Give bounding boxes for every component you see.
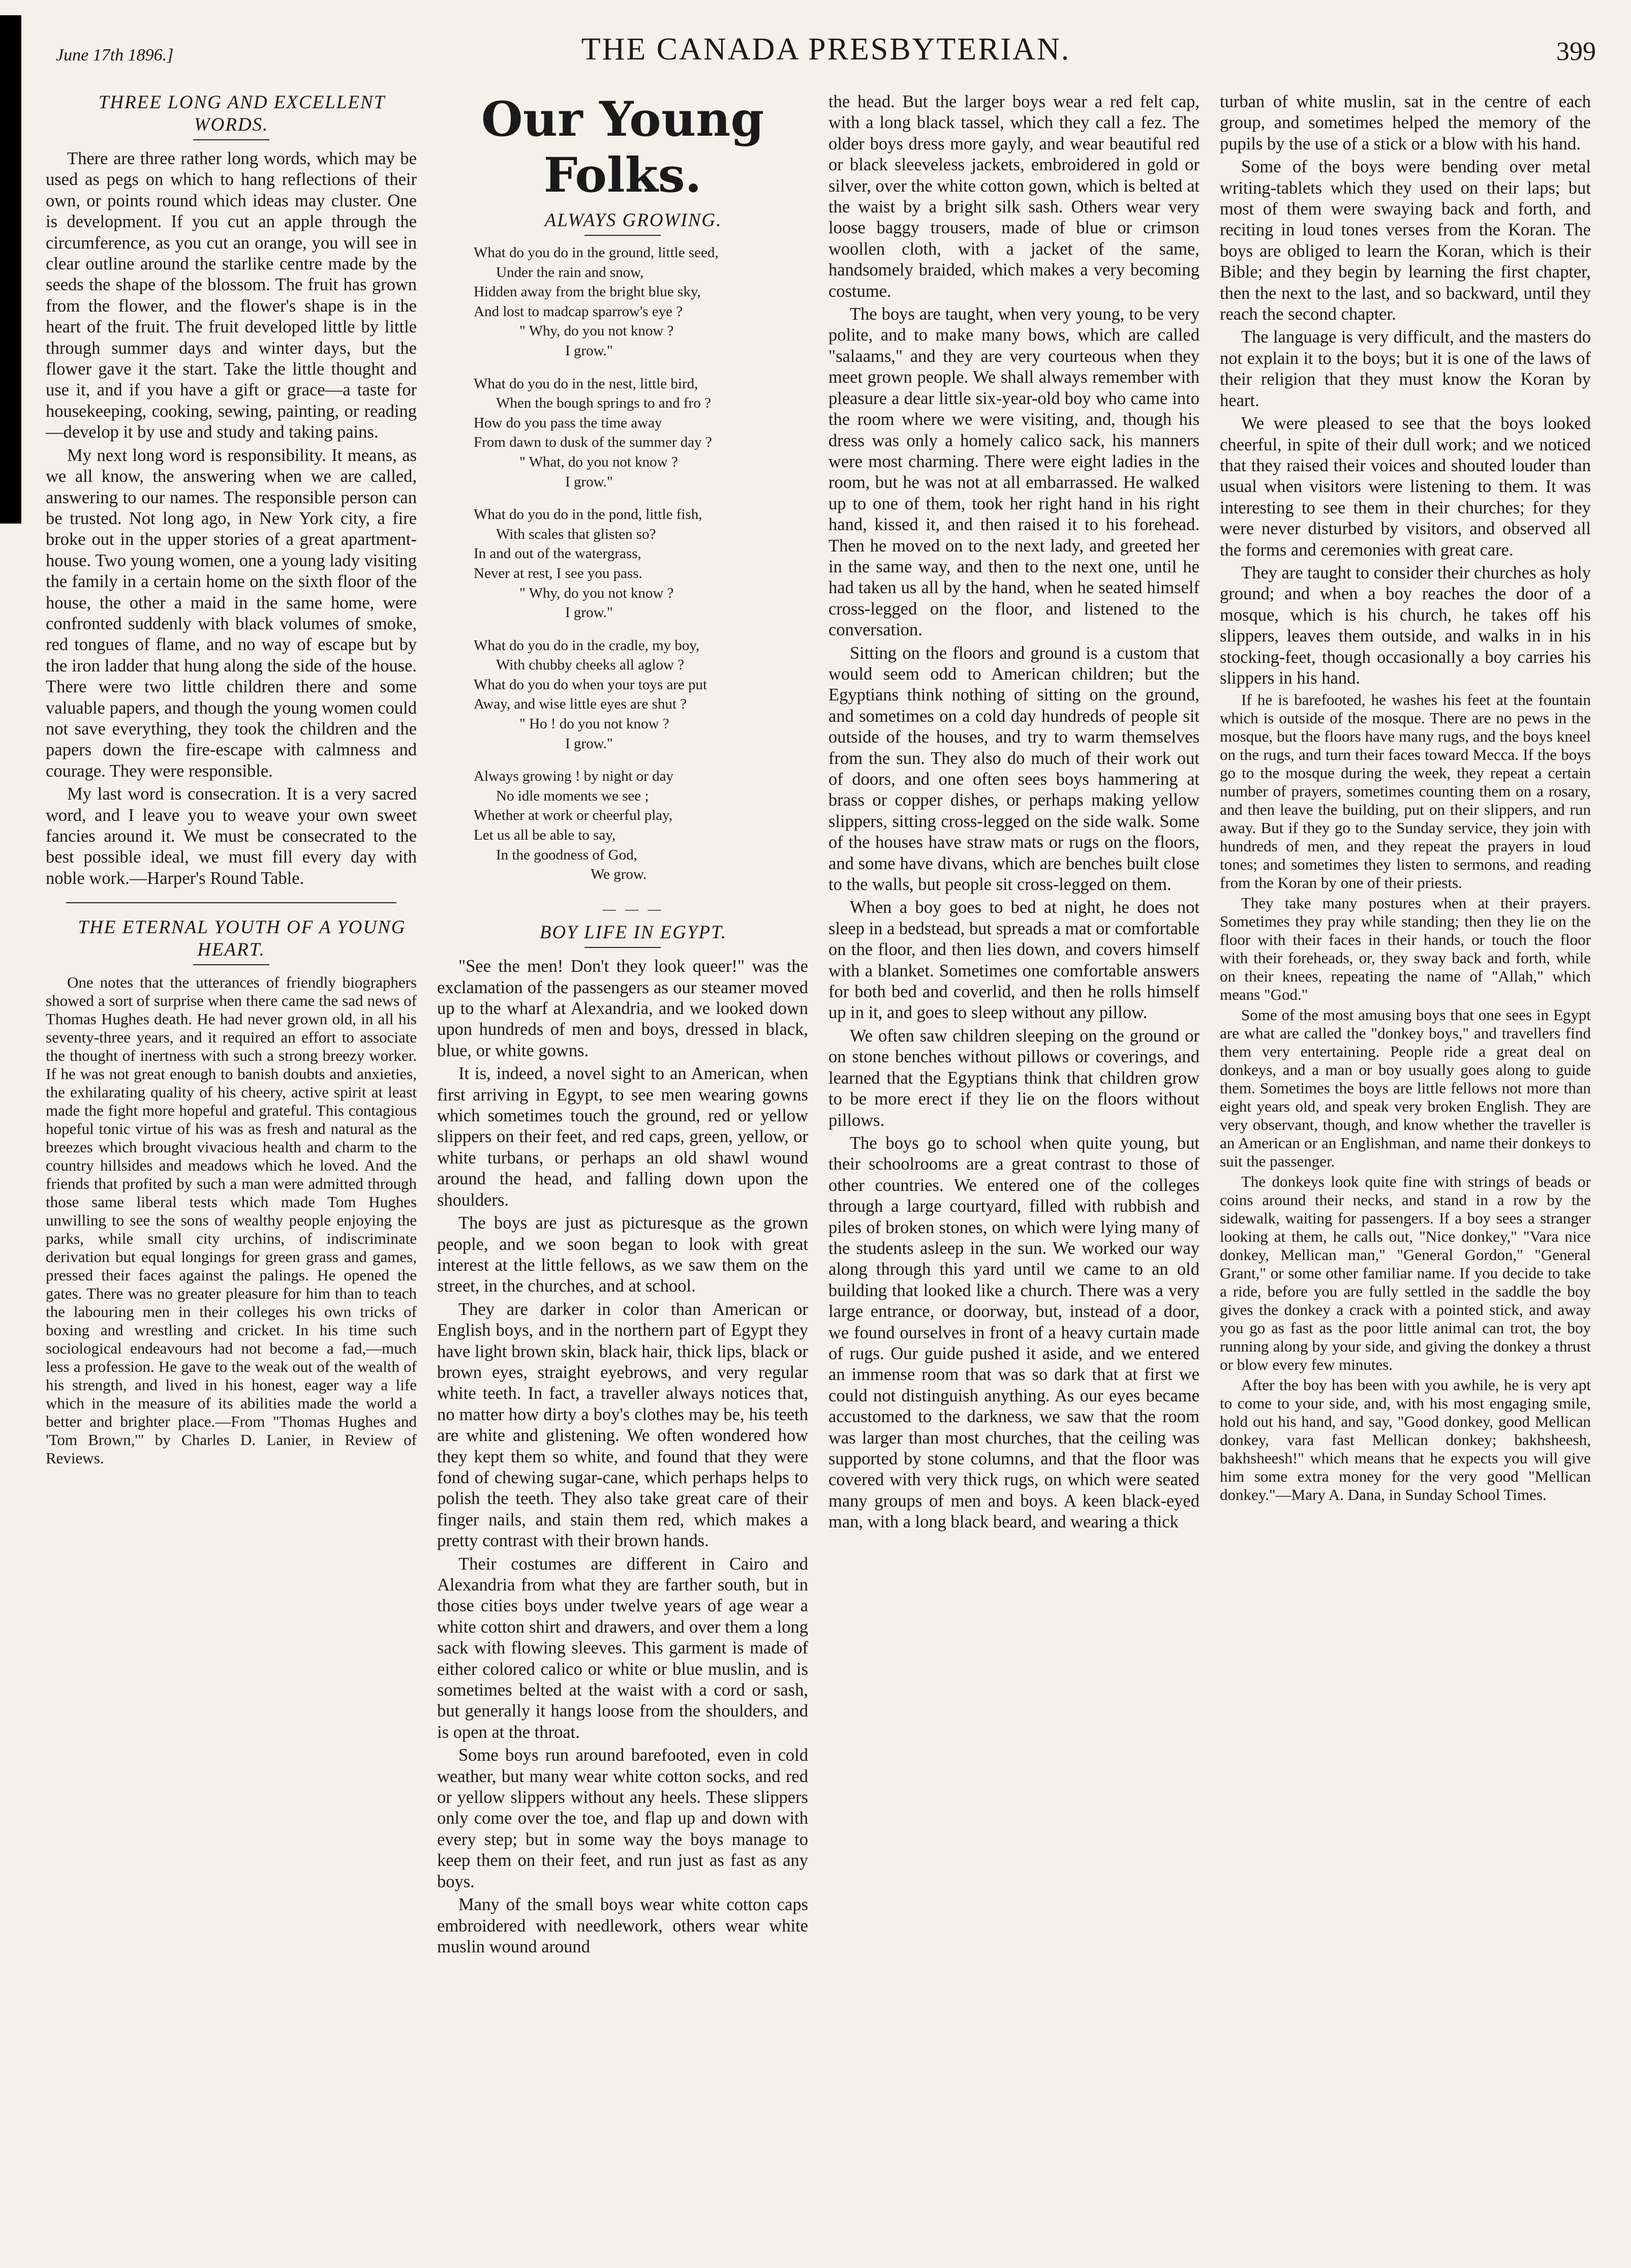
paragraph: Some of the most amusing boys that one sees in Egypt are what are called the "donkey boys," and travellers find them very entertaining. People ride a great deal on donkeys, and a man or boy usually goes along to guide them. Sometimes the boys are little fellows not more than eight years old, and speak very broken English. They are very observant, though, and know whether the traveller is an American or an Englishman, and name their donkeys to suit the passenger. [1220, 1006, 1591, 1171]
column-3 [828, 91, 1199, 1535]
divider [193, 964, 269, 965]
poem-line: What do you do in the nest, little bird, [474, 375, 698, 392]
poem-line: " Ho ! do you not know ? [519, 716, 669, 732]
paragraph: The boys go to school when quite young, but their schoolrooms are a great contrast to those of other countries. We entered one of the colleges through a large courtyard, filled with rubbish and piles of broken stones, on which were lying many of the students asleep in the sun. We worked our way along through this yard until we came to an old building that looked like a church. There was a very large entrance, or doorway, but, instead of a door, we found ourselves in front of a heavy curtain made of rugs. Our guide pushed it aside, and we entered an immense room that was so dark that at first we could not distinguish anything. As our eyes became accustomed to the darkness, we saw that the room was larger than most churches, that the ceiling was supported by stone columns, and that the floor was covered with very thick rugs, on which were seated many groups of men and boys. A keen black-eyed man, with a long black beard, and wearing a thick [828, 1133, 1199, 1532]
divider [66, 902, 396, 903]
paragraph: Many of the small boys wear white cotton caps embroidered with needlework, others wear white muslin wound around [437, 1895, 808, 1956]
poem-line: From dawn to dusk of the summer day ? [474, 434, 712, 451]
poem-line: I grow." [565, 342, 613, 359]
paragraph: We were pleased to see that the boys looked cheerful, in spite of their dull work; and we noticed that they raised their voices and shouted louder than usual when visitors were listening to them. It was interesting to see them in their churches; for they were never disturbed by visitors, and observed all the forms and ceremonies with great care. [1220, 414, 1591, 560]
page-number: 399 [1556, 37, 1596, 66]
poem-line: What do you do in the pond, little fish, [474, 506, 702, 523]
paragraph: The language is very difficult, and the masters do not explain it to the boys; but it is one of the laws of their religion that they must know the Koran by heart. [1220, 327, 1591, 410]
poem-line: Whether at work or cheerful play, [474, 807, 673, 824]
poem-stanza [452, 244, 808, 360]
paragraph: The donkeys look quite fine with strings of beads or coins around their necks, and stand in a row by the sidewalk, waiting for passengers. If a boy sees a stranger looking at them, he calls out, "Nice donkey," "Vara nice donkey, Mellican man," "General Gordon," "General Grant," or some other familiar name. If you decide to take a ride, before you are fully settled in the saddle the boy gives the donkey a crack with a pointed stick, and away you go as fast as the poor little animal can trot, the boy running along by your side, and giving the donkey a thrust or blow every few minutes. [1220, 1173, 1591, 1374]
paragraph: Some boys run around barefooted, even in cold weather, but many wear white cotton socks, and red or yellow slippers without any heels. These slippers only come over the toe, and flap up and down with every step; but in some way the boys manage to keep them on their feet, and run just as fast as any boys. [437, 1745, 808, 1891]
article-title: THE ETERNAL YOUTH OF A YOUNG HEART. [78, 917, 406, 961]
paragraph: They take many postures when at their prayers. Sometimes they pray while standing; then they lie on the floor with their faces in their hands, or touch the floor with their foreheads, or, they sway back and forth, while on their knees, repeating the name of "Allah," which means "God." [1220, 894, 1591, 1004]
poem-line: What do you do in the ground, little seed, [474, 244, 719, 261]
article-title: THREE LONG AND EXCELLENT WORDS. [98, 92, 386, 135]
paragraph: My next long word is responsibility. It means, as we all know, the answering when we are called, answering to our names. The responsible person can be trusted. Not long ago, in New York city, a fire broke out in the upper stories of a great apartment-house. Two young women, one a young lady visiting the family in a certain home on the sixth floor of the house, the other a maid in the same home, were confronted suddenly with black volumes of smoke, red tongues of flame, and no way of escape but by the iron ladder that hung along the side of the house. There were two little children there and some valuable papers, and though the young women could not save everything, they took the children and the papers down the fire-escape with calmness and courage. They were responsible. [46, 445, 417, 781]
poem-stanza [452, 375, 808, 491]
paragraph: the head. But the larger boys wear a red felt cap, with a long black tassel, which they call a fez. The older boys dress more gayly, and wear beautiful red or black sleeveless jackets, embroidered in gold or silver, over the white cotton gown, which is belted at the waist by a bright silk sash. Others wear very loose baggy trousers, made of blue or crimson woollen cloth, with a jacket of the same, handsomely braided, which makes a very becoming costume. [828, 92, 1199, 301]
poem-title: ALWAYS GROWING. [544, 210, 722, 231]
paragraph: They are taught to consider their churches as holy ground; and when a boy reaches the door of a mosque, which is his church, he takes off his slippers, leaves them outside, and walks in in his stocking-feet, though occasionally a boy carries his slippers in his hand. [1220, 563, 1591, 688]
divider [584, 947, 661, 948]
paragraph: They are darker in color than American or English boys, and in the northern part of Egypt they have light brown skin, black hair, thick lips, black or brown eyes, straight eyebrows, and very regular white teeth. In fact, a traveller always notices that, no matter how dirty a boy's clothes may be, his teeth are white and glistening. We often wondered how they kept them so white, and found that they were fond of chewing sugar-cane, which perhaps helps to polish the teeth. They also take great care of their finger nails, and stain them red, which makes a pretty contrast with their brown hands. [437, 1299, 808, 1551]
paragraph: When a boy goes to bed at night, he does not sleep in a bedstead, but spreads a mat or comfortable on the floor, and then lies down, and covers himself with a blanket. Sometimes one comfortable answers for both bed and coverlid, and then he rolls himself up in it, and goes to sleep without any pillow. [828, 898, 1199, 1023]
poem-line: " What, do you not know ? [519, 453, 678, 470]
poem-line: What do you do when your toys are put [474, 676, 707, 693]
paragraph: Their costumes are different in Cairo and Alexandria from what they are farther south, but in those cities boys under twelve years of age wear a white cotton shirt and drawers, and over them a long sack with flowing sleeves. This garment is made of either colored calico or white or blue muslin, and is sometimes belted at the waist with a cord or sash, but generally it hangs loose from the shoulders, and is open at the throat. [437, 1554, 808, 1742]
paragraph: It is, indeed, a novel sight to an American, when first arriving in Egypt, to see men wearing gowns which sometimes touch the ground, red or yellow slippers on their feet, and red caps, green, yellow, or white turbans, or perhaps an old shawl wound around the head, and falling down upon the shoulders. [437, 1064, 808, 1210]
poem-line: Hidden away from the bright blue sky, [474, 284, 701, 300]
poem-line: " Why, do you not know ? [519, 323, 674, 340]
column-4 [1220, 91, 1591, 1506]
poem-line: I grow." [565, 473, 613, 490]
poem-line: In the goodness of God, [496, 846, 637, 863]
paragraph: Sitting on the floors and ground is a custom that would seem odd to American children; but the Egyptians think nothing of sitting on the ground, and sometimes on a cold day hundreds of people sit outside of the houses, and try to warm themselves from the sun. They also do much of their work out of doors, and one often sees boys hammering at brass or copper dishes, or perhaps making yellow slippers, sitting cross-legged on the side walk. Some of the houses have straw mats or rugs on the floors, and some have divans, which are benches built close to the walls, but people sit cross-legged on them. [828, 643, 1199, 895]
divider [584, 235, 661, 236]
paragraph: If he is barefooted, he washes his feet at the fountain which is outside of the mosque. There are no pews in the mosque, but the floors have many rugs, and the boys kneel on the rugs, and turn their faces toward Mecca. If the boys go to the mosque during the week, they repeat a certain number of prayers, sometimes counting them on a rosary, and then leave the building, put on their slippers, and run away. But if they go to the Sunday service, they join with hundreds of men, and they repeat the prayers in loud tones; and sometimes they listen to sermons, and reading from the Koran by one of their priests. [1220, 691, 1591, 892]
paragraph: We often saw children sleeping on the ground or on stone benches without pillows or coverings, and learned that the Egyptians think that children grow to be more erect if they lie on the floors without pillows. [828, 1026, 1199, 1130]
page-header [56, 20, 1596, 76]
column-2 [437, 91, 808, 1959]
poem-line: Never at rest, I see you pass. [474, 565, 642, 581]
poem [452, 244, 808, 883]
poem-line: I grow." [565, 735, 613, 752]
paragraph: The boys are just as picturesque as the grown people, and we soon began to look with great interest at the little fellows, as we saw them on the street, in the churches, and at school. [437, 1213, 808, 1296]
poem-line: Let us all be able to say, [474, 827, 616, 844]
poem-line: Always growing ! by night or day [474, 768, 674, 785]
column-1 [46, 91, 417, 1469]
poem-line: " Why, do you not know ? [519, 585, 674, 601]
issue-date: June 17th 1896.] [56, 46, 174, 65]
poem-line: When the bough springs to and fro ? [496, 395, 711, 412]
paragraph: Some of the boys were bending over metal writing-tablets which they used on their laps; but most of them were swaying back and forth, and reciting in loud tones verses from the Koran. The boys are obliged to learn the Koran, which is their Bible; and they begin by learning the first chapter, then the next to the last, and so backward, until they reach the second chapter. [1220, 157, 1591, 324]
poem-line: In and out of the watergrass, [474, 545, 641, 562]
poem-line: Under the rain and snow, [496, 264, 644, 281]
poem-line: And lost to madcap sparrow's eye ? [474, 303, 683, 320]
paragraph: "See the men! Don't they look queer!" was the exclamation of the passengers as our steamer moved up to the wharf at Alexandria, and we looked down upon hundreds of men and boys, dressed in black, blue, or white gowns. [437, 957, 808, 1060]
poem-stanza [452, 506, 808, 622]
poem-line: With scales that glisten so? [496, 526, 656, 542]
poem-line: What do you do in the cradle, my boy, [474, 637, 700, 654]
paragraph: One notes that the utterances of friendly biographers showed a sort of surprise when there came the sad news of Thomas Hughes death. He had never grown old, in all his seventy-three years, and it required an effort to associate the thought of inertness with such a strong breezy worker. If he was not great enough to banish doubts and anxieties, the exhilarating quality of his cheery, active spirit at least made the fight more hopeful and grateful. This contagious hopeful tonic virtue of his was as fresh and natural as the breezes which brought vivacious health and charm to the country hillsides and meadows which he loved. And the friends that profited by such a man were admitted through those same liberal tests which made Tom Hughes unwilling to see the sons of wealthy people enjoying the parks, while small city urchins, of indiscriminate derivation but equal longings for green grass and games, pressed their faces against the palings. He opened the gates. There was no greater pleasure for him than to teach the labouring men in their colleges his own tricks of boxing and wrestling and cricket. In his time such sociological endeavours had not become a fad,—much less a profession. He gave to the weak out of the wealth of his strength, and lived in his honest, eager way a life which in the measure of its abilities made the world a better and brighter place.—From "Thomas Hughes and 'Tom Brown,'" by Charles D. Lanier, in Review of Reviews. [46, 973, 417, 1467]
paragraph: After the boy has been with you awhile, he is very apt to come to your side, and, with his most engaging smile, hold out his hand, and say, "Good donkey, good Mellican donkey, vara fast Mellican donkey; bakhsheesh, bakhsheesh!" which means that he expects you will give him some extra money for the very good "Mellican donkey."—Mary A. Dana, in Sunday School Times. [1220, 1376, 1591, 1504]
poem-line: With chubby cheeks all aglow ? [496, 657, 685, 673]
poem-line: No idle moments we see ; [496, 787, 649, 804]
paragraph: There are three rather long words, which may be used as pegs on which to hang reflections of their own, or points round which ideas may cluster. One is development. If you cut an apple through the circumference, as you cut an orange, you will see in clear outline around the starlike centre made by the seeds the shape of the blossom. The fruit has grown from the flower, and the flower's shape is in the heart of the fruit. The fruit developed little by little through summer days and winter days, but the flower gave it the start. Take the little thought and use it, and if you have a gift or grace—a taste for housekeeping, cooking, sewing, painting, or reading—develop it by use and study and taking pains. [46, 149, 417, 442]
paragraph: The boys are taught, when very young, to be very polite, and to make many bows, which are called "salaams," and they are very courteous when they meet grown people. We shall always remember with pleasure a dear little six-year-old boy who came into the room where we were visiting, and, though his dress was only a homely calico sack, his manners were most charming. There were eight ladies in the room, but he was not at all embarrassed. He walked up to one of them, took her right hand in his right hand, kissed it, and then raised it to his forehead. Then he moved on to the next lady, and greeted her in the same way, and then to the next one, until he had taken us all by the hand, when he seated himself cross-legged on the floor, and listened to the conversation. [828, 304, 1199, 640]
scan-margin-bar [0, 15, 21, 524]
poem-stanza [452, 637, 808, 753]
poem-end-mark: — — — [602, 901, 664, 916]
poem-line: How do you pass the time away [474, 414, 662, 431]
poem-line: Away, and wise little eyes are shut ? [474, 696, 687, 713]
newspaper-title: THE CANADA PRESBYTERIAN. [581, 32, 1071, 67]
section-heading: Our Young Folks. [481, 91, 764, 203]
paragraph: My last word is consecration. It is a very sacred word, and I leave you to weave your own sweet fancies around it. We must be consecrated to the best possible ideal, we must fill every day with noble work.—Harper's Round Table. [46, 784, 417, 888]
poem-line: We grow. [591, 866, 647, 883]
poem-line: I grow." [565, 604, 613, 621]
divider [193, 139, 269, 140]
poem-stanza [452, 768, 808, 883]
paragraph: turban of white muslin, sat in the centre of each group, and sometimes helped the memory of the pupils by the use of a stick or a blow with his hand. [1220, 92, 1591, 154]
article-title: BOY LIFE IN EGYPT. [539, 922, 727, 943]
